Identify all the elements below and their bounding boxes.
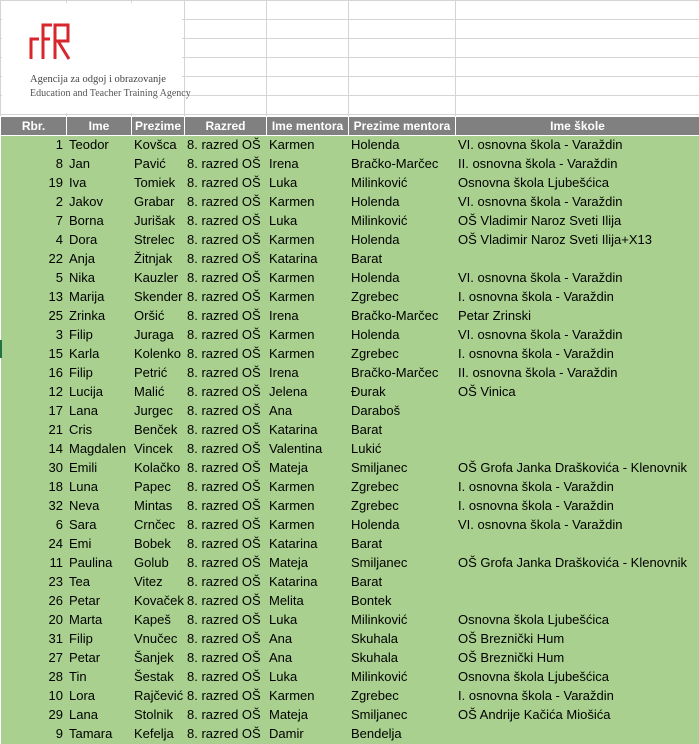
table-row: [1, 459, 699, 478]
competition-results-table: [0, 116, 699, 744]
cell-ime[interactable]: Dora: [67, 231, 132, 250]
cell-rbr[interactable]: 22: [1, 250, 67, 269]
cell-rbr[interactable]: 7: [1, 212, 67, 231]
header-rbr[interactable]: Rbr.: [1, 117, 67, 136]
cell-prezime[interactable]: Vincek: [132, 440, 185, 459]
cell-prezime-mentora[interactable]: Holenda: [349, 516, 456, 535]
cell-rbr[interactable]: 14: [1, 440, 67, 459]
cell-ime[interactable]: Paulina: [67, 554, 132, 573]
cell-prezime[interactable]: Juraga: [132, 326, 185, 345]
cell-ime-skole[interactable]: [456, 250, 699, 269]
cell-ime-mentora[interactable]: Katarina: [267, 535, 349, 554]
cell-razred[interactable]: 8. razred OŠ: [185, 307, 267, 326]
cell-ime[interactable]: Petar: [67, 592, 132, 611]
cell-prezime-mentora[interactable]: Barat: [349, 250, 456, 269]
cell-prezime[interactable]: Kauzler: [132, 269, 185, 288]
cell-prezime[interactable]: Kolačko: [132, 459, 185, 478]
cell-ime-skole[interactable]: OŠ Vladimir Naroz Sveti Ilija+X13: [456, 231, 699, 250]
cell-razred[interactable]: 8. razred OŠ: [185, 136, 267, 155]
cell-rbr[interactable]: 8: [1, 155, 67, 174]
cell-razred[interactable]: 8. razred OŠ: [185, 326, 267, 345]
cell-razred[interactable]: 8. razred OŠ: [185, 231, 267, 250]
cell-ime-skole[interactable]: [456, 440, 699, 459]
cell-ime[interactable]: Emi: [67, 535, 132, 554]
table-row: [1, 174, 699, 193]
cell-ime[interactable]: Emili: [67, 459, 132, 478]
cell-ime[interactable]: Sara: [67, 516, 132, 535]
cell-ime-mentora[interactable]: Luka: [267, 212, 349, 231]
table-row: [1, 687, 699, 706]
cell-prezime-mentora[interactable]: Bračko-Marčec: [349, 307, 456, 326]
cell-razred[interactable]: 8. razred OŠ: [185, 193, 267, 212]
cell-ime[interactable]: Tin: [67, 668, 132, 687]
cell-ime-skole[interactable]: I. osnovna škola - Varaždin: [456, 288, 699, 307]
cell-ime-mentora[interactable]: Katarina: [267, 421, 349, 440]
cell-rbr[interactable]: 24: [1, 535, 67, 554]
cell-razred[interactable]: 8. razred OŠ: [185, 725, 267, 744]
cell-prezime-mentora[interactable]: Zgrebec: [349, 288, 456, 307]
cell-ime-mentora[interactable]: Irena: [267, 307, 349, 326]
cell-ime-skole[interactable]: II. osnovna škola - Varaždin: [456, 364, 699, 383]
cell-razred[interactable]: 8. razred OŠ: [185, 478, 267, 497]
cell-prezime[interactable]: Kefelja: [132, 725, 185, 744]
table-row: [1, 630, 699, 649]
cell-prezime[interactable]: Pavić: [132, 155, 185, 174]
cell-ime[interactable]: Nika: [67, 269, 132, 288]
cell-ime-mentora[interactable]: Karmen: [267, 193, 349, 212]
cell-ime-mentora[interactable]: Karmen: [267, 345, 349, 364]
cell-ime[interactable]: Marija: [67, 288, 132, 307]
cell-prezime-mentora[interactable]: Bračko-Marčec: [349, 155, 456, 174]
table-row: [1, 402, 699, 421]
row-selection-marker: [0, 340, 2, 358]
cell-prezime[interactable]: Grabar: [132, 193, 185, 212]
cell-razred[interactable]: 8. razred OŠ: [185, 269, 267, 288]
table-row: [1, 440, 699, 459]
cell-ime[interactable]: Magdalen: [67, 440, 132, 459]
cell-ime-mentora[interactable]: Irena: [267, 364, 349, 383]
cell-ime[interactable]: Tea: [67, 573, 132, 592]
cell-rbr[interactable]: 18: [1, 478, 67, 497]
header-ime-mentora[interactable]: Ime mentora: [267, 117, 349, 136]
cell-rbr[interactable]: 10: [1, 687, 67, 706]
table-row: [1, 516, 699, 535]
cell-razred[interactable]: 8. razred OŠ: [185, 706, 267, 725]
table-row: [1, 497, 699, 516]
cell-ime-mentora[interactable]: Karmen: [267, 478, 349, 497]
cell-ime-skole[interactable]: OŠ Andrije Kačića Miošića: [456, 706, 699, 725]
cell-ime[interactable]: Cris: [67, 421, 132, 440]
cell-ime[interactable]: Iva: [67, 174, 132, 193]
cell-rbr[interactable]: 5: [1, 269, 67, 288]
cell-ime-mentora[interactable]: Katarina: [267, 573, 349, 592]
cell-rbr[interactable]: 16: [1, 364, 67, 383]
cell-ime-mentora[interactable]: Jelena: [267, 383, 349, 402]
cell-ime-mentora[interactable]: Karmen: [267, 269, 349, 288]
cell-ime-skole[interactable]: I. osnovna škola - Varaždin: [456, 687, 699, 706]
cell-prezime[interactable]: Kapeš: [132, 611, 185, 630]
table-row: [1, 136, 699, 155]
cell-ime-mentora[interactable]: Karmen: [267, 497, 349, 516]
cell-ime[interactable]: Tamara: [67, 725, 132, 744]
cell-ime-skole[interactable]: II. osnovna škola - Varaždin: [456, 155, 699, 174]
cell-prezime-mentora[interactable]: Zgrebec: [349, 345, 456, 364]
cell-rbr[interactable]: 13: [1, 288, 67, 307]
cell-prezime-mentora[interactable]: Smiljanec: [349, 706, 456, 725]
cell-prezime-mentora[interactable]: Barat: [349, 421, 456, 440]
cell-ime[interactable]: Lucija: [67, 383, 132, 402]
cell-ime-mentora[interactable]: Mateja: [267, 706, 349, 725]
cell-prezime-mentora[interactable]: Zgrebec: [349, 497, 456, 516]
cell-prezime[interactable]: Strelec: [132, 231, 185, 250]
cell-prezime-mentora[interactable]: Smiljanec: [349, 459, 456, 478]
cell-ime-mentora[interactable]: Irena: [267, 155, 349, 174]
cell-ime-mentora[interactable]: Katarina: [267, 250, 349, 269]
cell-ime[interactable]: Zrinka: [67, 307, 132, 326]
cell-razred[interactable]: 8. razred OŠ: [185, 212, 267, 231]
cell-ime-skole[interactable]: OŠ Vladimir Naroz Sveti Ilija: [456, 212, 699, 231]
header-razred[interactable]: Razred: [185, 117, 267, 136]
table-row: [1, 231, 699, 250]
agency-logo: [2, 3, 182, 113]
cell-prezime-mentora[interactable]: Milinković: [349, 668, 456, 687]
cell-prezime[interactable]: Vnučec: [132, 630, 185, 649]
table-row: [1, 421, 699, 440]
cell-prezime-mentora[interactable]: Holenda: [349, 193, 456, 212]
cell-razred[interactable]: 8. razred OŠ: [185, 440, 267, 459]
cell-prezime[interactable]: Žitnjak: [132, 250, 185, 269]
agency-logo-icon: [28, 21, 72, 61]
cell-ime[interactable]: Marta: [67, 611, 132, 630]
cell-prezime-mentora[interactable]: Lukić: [349, 440, 456, 459]
cell-ime-skole[interactable]: [456, 725, 699, 744]
cell-prezime-mentora[interactable]: Holenda: [349, 231, 456, 250]
table-row: [1, 383, 699, 402]
cell-ime-skole[interactable]: OŠ Vinica: [456, 383, 699, 402]
cell-ime-skole[interactable]: I. osnovna škola - Varaždin: [456, 478, 699, 497]
cell-ime-mentora[interactable]: Valentina: [267, 440, 349, 459]
cell-prezime-mentora[interactable]: Skuhala: [349, 649, 456, 668]
cell-ime-mentora[interactable]: Ana: [267, 649, 349, 668]
cell-prezime-mentora[interactable]: Holenda: [349, 326, 456, 345]
cell-ime-skole[interactable]: VI. osnovna škola - Varaždin: [456, 326, 699, 345]
cell-ime[interactable]: Borna: [67, 212, 132, 231]
cell-ime-skole[interactable]: [456, 592, 699, 611]
table-row: [1, 725, 699, 744]
cell-rbr[interactable]: 11: [1, 554, 67, 573]
table-row: [1, 155, 699, 174]
cell-ime-skole[interactable]: Petar Zrinski: [456, 307, 699, 326]
cell-prezime[interactable]: Golub: [132, 554, 185, 573]
cell-prezime-mentora[interactable]: Milinković: [349, 212, 456, 231]
cell-prezime-mentora[interactable]: Zgrebec: [349, 687, 456, 706]
cell-ime[interactable]: Jan: [67, 155, 132, 174]
cell-rbr[interactable]: 6: [1, 516, 67, 535]
cell-ime-skole[interactable]: OŠ Breznički Hum: [456, 630, 699, 649]
cell-rbr[interactable]: 21: [1, 421, 67, 440]
cell-prezime-mentora[interactable]: Bontek: [349, 592, 456, 611]
cell-prezime[interactable]: Skender: [132, 288, 185, 307]
cell-ime[interactable]: Filip: [67, 364, 132, 383]
cell-prezime[interactable]: Jurgec: [132, 402, 185, 421]
cell-rbr[interactable]: 20: [1, 611, 67, 630]
cell-ime-mentora[interactable]: Luka: [267, 611, 349, 630]
cell-prezime-mentora[interactable]: Barat: [349, 573, 456, 592]
cell-ime[interactable]: Lana: [67, 706, 132, 725]
cell-rbr[interactable]: 29: [1, 706, 67, 725]
cell-ime[interactable]: Lora: [67, 687, 132, 706]
cell-prezime-mentora[interactable]: Holenda: [349, 136, 456, 155]
cell-ime-skole[interactable]: Osnovna škola Ljubešćica: [456, 174, 699, 193]
cell-ime-mentora[interactable]: Karmen: [267, 136, 349, 155]
cell-ime-skole[interactable]: [456, 402, 699, 421]
table-row: [1, 326, 699, 345]
cell-ime-mentora[interactable]: Ana: [267, 630, 349, 649]
table-row: [1, 288, 699, 307]
cell-razred[interactable]: 8. razred OŠ: [185, 497, 267, 516]
cell-ime-skole[interactable]: [456, 535, 699, 554]
cell-razred[interactable]: 8. razred OŠ: [185, 250, 267, 269]
table-row: [1, 212, 699, 231]
cell-rbr[interactable]: 27: [1, 649, 67, 668]
cell-ime[interactable]: Lana: [67, 402, 132, 421]
cell-rbr[interactable]: 4: [1, 231, 67, 250]
cell-razred[interactable]: 8. razred OŠ: [185, 554, 267, 573]
cell-prezime[interactable]: Petrić: [132, 364, 185, 383]
cell-ime-skole[interactable]: VI. osnovna škola - Varaždin: [456, 136, 699, 155]
cell-ime-skole[interactable]: Osnovna škola Ljubešćica: [456, 668, 699, 687]
cell-prezime[interactable]: Tomiek: [132, 174, 185, 193]
cell-prezime-mentora[interactable]: Milinković: [349, 174, 456, 193]
cell-ime-mentora[interactable]: Melita: [267, 592, 349, 611]
cell-rbr[interactable]: 1: [1, 136, 67, 155]
cell-rbr[interactable]: 2: [1, 193, 67, 212]
cell-ime-mentora[interactable]: Karmen: [267, 288, 349, 307]
table-row: [1, 554, 699, 573]
cell-prezime[interactable]: Bobek: [132, 535, 185, 554]
table-row: [1, 668, 699, 687]
cell-razred[interactable]: 8. razred OŠ: [185, 611, 267, 630]
cell-ime-mentora[interactable]: Mateja: [267, 459, 349, 478]
cell-ime-skole[interactable]: OŠ Grofa Janka Draškovića - Klenovnik: [456, 459, 699, 478]
cell-prezime-mentora[interactable]: Smiljanec: [349, 554, 456, 573]
cell-rbr[interactable]: 25: [1, 307, 67, 326]
cell-ime-mentora[interactable]: Luka: [267, 174, 349, 193]
cell-ime-skole[interactable]: Osnovna škola Ljubešćica: [456, 611, 699, 630]
cell-ime-mentora[interactable]: Mateja: [267, 554, 349, 573]
header-prezime[interactable]: Prezime: [132, 117, 185, 136]
table-row: [1, 649, 699, 668]
table-row: [1, 573, 699, 592]
cell-ime-skole[interactable]: VI. osnovna škola - Varaždin: [456, 193, 699, 212]
header-prezime-mentora[interactable]: Prezime mentora: [349, 117, 456, 136]
cell-prezime-mentora[interactable]: Barat: [349, 535, 456, 554]
cell-razred[interactable]: 8. razred OŠ: [185, 174, 267, 193]
cell-ime-skole[interactable]: [456, 421, 699, 440]
agency-name-hr: Agencija za odgoj i obrazovanje: [30, 74, 166, 85]
cell-ime-skole[interactable]: I. osnovna škola - Varaždin: [456, 497, 699, 516]
table-row: [1, 269, 699, 288]
cell-rbr[interactable]: 28: [1, 668, 67, 687]
cell-prezime[interactable]: Kovšca: [132, 136, 185, 155]
agency-name-en: Education and Teacher Training Agency: [30, 88, 191, 99]
cell-ime-skole[interactable]: I. osnovna škola - Varaždin: [456, 345, 699, 364]
table-row: [1, 364, 699, 383]
cell-prezime[interactable]: Oršić: [132, 307, 185, 326]
cell-ime-skole[interactable]: VI. osnovna škola - Varaždin: [456, 516, 699, 535]
cell-prezime-mentora[interactable]: Bendelja: [349, 725, 456, 744]
cell-ime[interactable]: Petar: [67, 649, 132, 668]
cell-ime-skole[interactable]: OŠ Grofa Janka Draškovića - Klenovnik: [456, 554, 699, 573]
cell-prezime[interactable]: Šestak: [132, 668, 185, 687]
cell-razred[interactable]: 8. razred OŠ: [185, 383, 267, 402]
cell-razred[interactable]: 8. razred OŠ: [185, 516, 267, 535]
table-row: [1, 611, 699, 630]
cell-razred[interactable]: 8. razred OŠ: [185, 345, 267, 364]
cell-rbr[interactable]: 32: [1, 497, 67, 516]
table-row: [1, 535, 699, 554]
table-row: [1, 706, 699, 725]
cell-razred[interactable]: 8. razred OŠ: [185, 421, 267, 440]
cell-rbr[interactable]: 15: [1, 345, 67, 364]
table-row: [1, 478, 699, 497]
header-row: [1, 117, 699, 136]
cell-ime-mentora[interactable]: Karmen: [267, 687, 349, 706]
cell-prezime[interactable]: Papec: [132, 478, 185, 497]
cell-prezime-mentora[interactable]: Daraboš: [349, 402, 456, 421]
cell-prezime-mentora[interactable]: Holenda: [349, 269, 456, 288]
cell-ime[interactable]: Filip: [67, 630, 132, 649]
header-ime-skole[interactable]: Ime škole: [456, 117, 699, 136]
cell-rbr[interactable]: 12: [1, 383, 67, 402]
cell-prezime[interactable]: Stolnik: [132, 706, 185, 725]
cell-ime-mentora[interactable]: Karmen: [267, 516, 349, 535]
cell-ime[interactable]: Karla: [67, 345, 132, 364]
cell-ime[interactable]: Luna: [67, 478, 132, 497]
cell-prezime[interactable]: Kolenko: [132, 345, 185, 364]
cell-ime-mentora[interactable]: Karmen: [267, 326, 349, 345]
cell-prezime[interactable]: Vitez: [132, 573, 185, 592]
cell-rbr[interactable]: 31: [1, 630, 67, 649]
cell-razred[interactable]: 8. razred OŠ: [185, 364, 267, 383]
cell-razred[interactable]: 8. razred OŠ: [185, 155, 267, 174]
cell-prezime[interactable]: Rajčević: [132, 687, 185, 706]
cell-prezime[interactable]: Benček: [132, 421, 185, 440]
cell-rbr[interactable]: 26: [1, 592, 67, 611]
table-row: [1, 345, 699, 364]
cell-ime[interactable]: Anja: [67, 250, 132, 269]
table-row: [1, 193, 699, 212]
cell-rbr[interactable]: 9: [1, 725, 67, 744]
cell-prezime[interactable]: Kovaček: [132, 592, 185, 611]
cell-ime-mentora[interactable]: Ana: [267, 402, 349, 421]
cell-razred[interactable]: 8. razred OŠ: [185, 459, 267, 478]
cell-prezime-mentora[interactable]: Milinković: [349, 611, 456, 630]
table-row: [1, 307, 699, 326]
cell-prezime[interactable]: Malić: [132, 383, 185, 402]
cell-rbr[interactable]: 3: [1, 326, 67, 345]
cell-razred[interactable]: 8. razred OŠ: [185, 630, 267, 649]
cell-razred[interactable]: 8. razred OŠ: [185, 288, 267, 307]
cell-ime[interactable]: Neva: [67, 497, 132, 516]
cell-ime-mentora[interactable]: Luka: [267, 668, 349, 687]
cell-prezime[interactable]: Jurišak: [132, 212, 185, 231]
cell-ime-mentora[interactable]: Karmen: [267, 231, 349, 250]
cell-rbr[interactable]: 30: [1, 459, 67, 478]
cell-razred[interactable]: 8. razred OŠ: [185, 573, 267, 592]
cell-prezime-mentora[interactable]: Skuhala: [349, 630, 456, 649]
cell-ime-skole[interactable]: VI. osnovna škola - Varaždin: [456, 269, 699, 288]
cell-ime-skole[interactable]: OŠ Breznički Hum: [456, 649, 699, 668]
cell-prezime-mentora[interactable]: Đurak: [349, 383, 456, 402]
cell-razred[interactable]: 8. razred OŠ: [185, 535, 267, 554]
cell-razred[interactable]: 8. razred OŠ: [185, 668, 267, 687]
cell-prezime[interactable]: Crnčec: [132, 516, 185, 535]
cell-ime[interactable]: Teodor: [67, 136, 132, 155]
cell-razred[interactable]: 8. razred OŠ: [185, 649, 267, 668]
cell-ime[interactable]: Filip: [67, 326, 132, 345]
cell-rbr[interactable]: 23: [1, 573, 67, 592]
table-row: [1, 250, 699, 269]
cell-razred[interactable]: 8. razred OŠ: [185, 687, 267, 706]
cell-razred[interactable]: 8. razred OŠ: [185, 592, 267, 611]
cell-rbr[interactable]: 19: [1, 174, 67, 193]
cell-ime-mentora[interactable]: Damir: [267, 725, 349, 744]
cell-ime[interactable]: Jakov: [67, 193, 132, 212]
header-ime[interactable]: Ime: [67, 117, 132, 136]
cell-prezime-mentora[interactable]: Zgrebec: [349, 478, 456, 497]
cell-ime-skole[interactable]: [456, 573, 699, 592]
cell-rbr[interactable]: 17: [1, 402, 67, 421]
table-row: [1, 592, 699, 611]
cell-prezime[interactable]: Mintas: [132, 497, 185, 516]
cell-prezime[interactable]: Šanjek: [132, 649, 185, 668]
cell-razred[interactable]: 8. razred OŠ: [185, 402, 267, 421]
cell-prezime-mentora[interactable]: Bračko-Marčec: [349, 364, 456, 383]
